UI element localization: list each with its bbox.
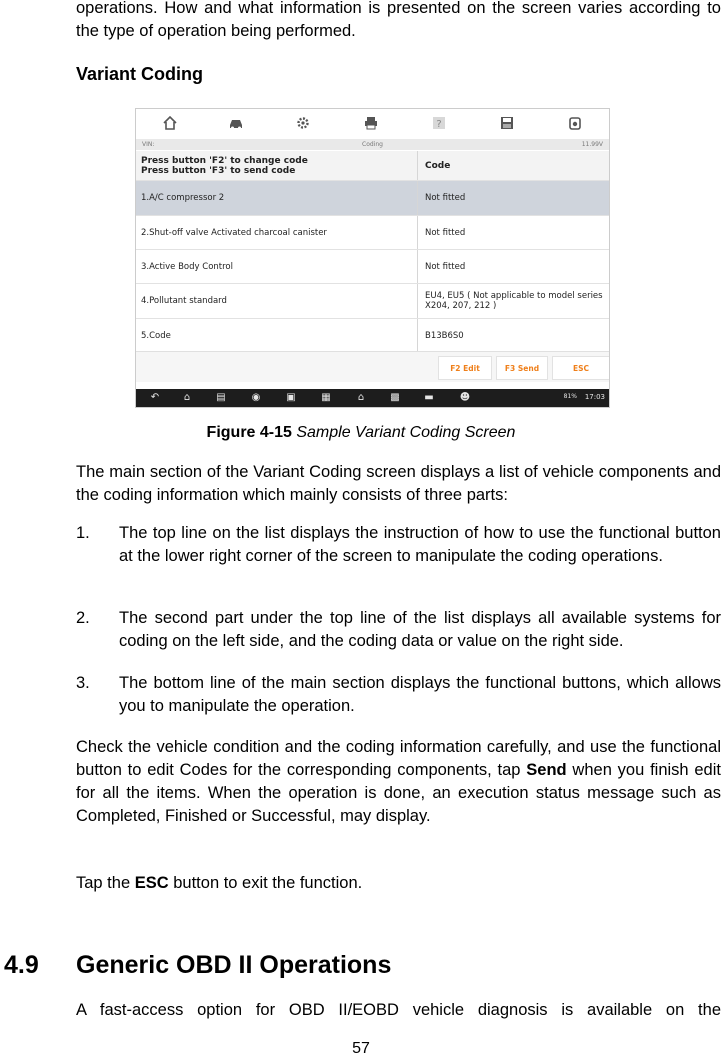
data-logging-icon[interactable] (566, 114, 584, 132)
row-label: 5.Code (141, 331, 171, 341)
body-paragraph-4 (76, 999, 721, 1022)
list-number: 2. (76, 609, 90, 627)
svg-text:?: ? (436, 119, 442, 130)
section-number: 4.9 (4, 951, 39, 979)
list-text: The second part under the top line of the list displays all available systems for coding on the left side, and the coding data or value on the right side. (119, 609, 721, 650)
para3-text-1: Tap the (76, 874, 135, 892)
figure-title: Sample Variant Coding Screen (296, 424, 516, 441)
battery-level: 81% (563, 393, 577, 400)
vehicle-icon[interactable]: ▬ (424, 392, 434, 403)
body-paragraph-3 (76, 872, 721, 895)
clock: 17:03 (584, 393, 605, 401)
table-row[interactable] (136, 250, 609, 284)
esc-button[interactable]: ESC (552, 356, 610, 380)
f2-edit-button[interactable]: F2 Edit (438, 356, 492, 380)
row-value: Not fitted (425, 227, 466, 238)
function-button-bar (136, 351, 609, 382)
body-paragraph-1: The main section of the Variant Coding screen displays a list of vehicle components and the coding information which mainly consists of three parts: (76, 463, 721, 504)
gallery-icon[interactable]: ▦ (321, 392, 331, 403)
page-number: 57 (352, 1040, 370, 1057)
screen-status-bar (136, 139, 609, 150)
row-value: Not fitted (425, 261, 466, 272)
nav-home-icon[interactable]: ⌂ (357, 392, 365, 403)
back-icon[interactable]: ↶ (150, 392, 160, 403)
code-column-header: Code (425, 160, 451, 171)
para4-text: A fast-access option for OBD II/EOBD vehicle diagnosis is available on the (76, 1001, 721, 1019)
table-header (136, 151, 609, 181)
settings-icon[interactable] (294, 114, 312, 132)
body-paragraph-2 (76, 736, 721, 828)
print-icon[interactable] (362, 114, 380, 132)
row-label: 4.Pollutant standard (141, 296, 227, 306)
browser-icon[interactable]: ◉ (251, 392, 261, 403)
para3-text-2: button to exit the function. (168, 874, 363, 892)
row-value: Not fitted (425, 193, 466, 203)
list-number: 3. (76, 674, 90, 692)
save-icon[interactable] (498, 114, 516, 132)
para2-text-1: Check the vehicle condition and the coding information carefully, and use the functional button to edit Codes for the corresponding components, tap (76, 738, 721, 779)
android-nav-bar (136, 389, 609, 407)
row-label: 1.A/C compressor 2 (141, 193, 225, 203)
list-text: The bottom line of the main section displays the functional buttons, which allows you to manipulate the operation. (119, 674, 721, 715)
row-value: EU4, EU5 ( Not applicable to model series X204, 207, 212 ) (425, 291, 603, 311)
battery-voltage: 11.99V (581, 141, 603, 148)
table-row[interactable] (136, 216, 609, 250)
home-icon[interactable] (161, 114, 179, 132)
vehicle-swap-icon[interactable] (227, 114, 245, 132)
list-text: The top line on the list displays the instruction of how to use the functional button at the lower right corner of the screen to manipulate the coding operations. (119, 524, 721, 565)
intro-paragraph: operations. How and what information is presented on the screen varies according to the type of operation being performed. (76, 0, 721, 40)
row-value: B13B6S0 (425, 331, 464, 341)
para2-text-2: when you finish edit for all the items. When the operation is done, an execution status message such as Completed, Finished or Successful, may display. (76, 761, 721, 825)
f3-send-button[interactable]: F3 Send (496, 356, 548, 380)
help-icon[interactable] (430, 114, 448, 132)
figure-caption (0, 424, 722, 442)
table-row[interactable] (136, 284, 609, 319)
screen-title: Coding (362, 141, 383, 148)
recent-apps-icon[interactable]: ▤ (216, 392, 226, 403)
section-title: Generic OBD II Operations (76, 951, 392, 979)
vin-label: VIN: (142, 141, 155, 148)
instruction-text: Press button 'F2' to change code Press button 'F3' to send code (141, 155, 308, 176)
table-row[interactable] (136, 319, 609, 354)
table-row[interactable] (136, 181, 609, 216)
vci-icon[interactable]: ▩ (390, 392, 400, 403)
figure-label: Figure 4-15 (206, 424, 292, 441)
android-home-icon[interactable]: ⌂ (183, 392, 191, 403)
variant-coding-screenshot (135, 108, 610, 408)
esc-keyword: ESC (134, 874, 169, 892)
camera-icon[interactable]: ▣ (286, 392, 296, 403)
user-icon[interactable]: ☻ (459, 392, 471, 403)
row-label: 2.Shut-off valve Activated charcoal canister (141, 227, 327, 238)
screen-toolbar (136, 109, 609, 139)
list-number: 1. (76, 524, 90, 542)
subheading-variant-coding: Variant Coding (76, 64, 204, 84)
row-label: 3.Active Body Control (141, 261, 233, 272)
send-keyword: Send (526, 761, 567, 779)
